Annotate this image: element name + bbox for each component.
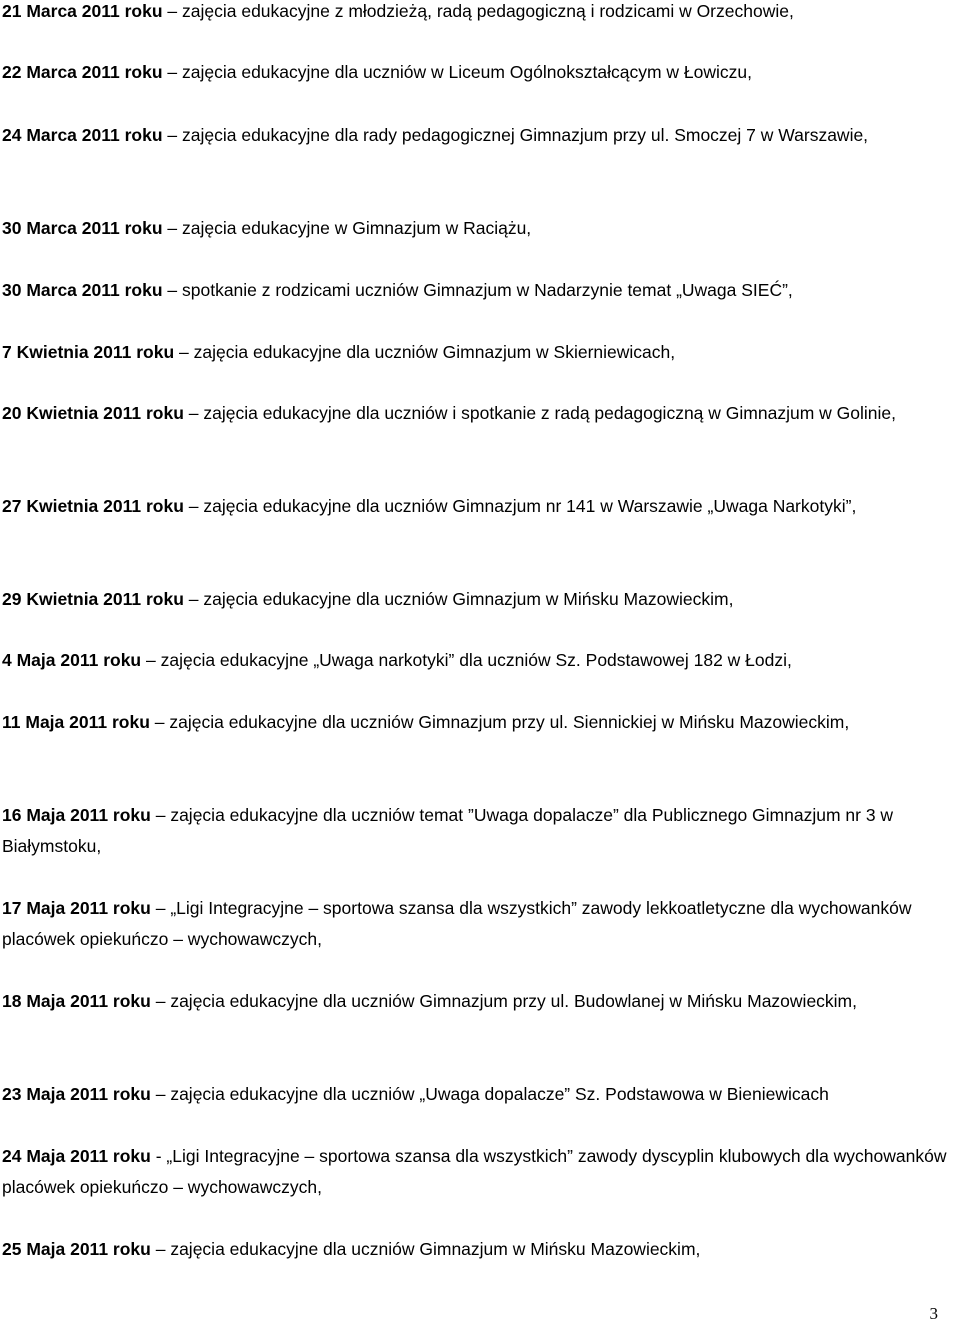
event-separator: – <box>162 218 182 238</box>
event-description: zajęcia edukacyjne dla rady pedagogicznej Gimnazjum przy ul. Smoczej 7 w Warszawie, <box>182 125 869 145</box>
event-description: „Ligi Integracyjne – sportowa szansa dla wszystkich” zawody lekkoatletyczne dla wychowanków placówek opiekuńczo – wychowawczych, <box>2 898 912 949</box>
event-date: 21 Marca 2011 roku <box>2 1 163 21</box>
event-separator: – <box>183 589 204 609</box>
event-description: zajęcia edukacyjne z młodzieżą, radą pedagogiczną i rodzicami w Orzechowie, <box>182 1 794 21</box>
event-separator: – <box>183 496 204 516</box>
event-date: 30 Marca 2011 roku <box>2 280 163 300</box>
event-separator: – <box>162 62 182 82</box>
event-entry-13 <box>2 893 958 955</box>
event-separator: – <box>174 342 194 362</box>
event-description: zajęcia edukacyjne dla uczniów Gimnazjum nr 141 w Warszawie „Uwaga Narkotyki”, <box>203 496 857 516</box>
event-entry-6 <box>2 337 958 368</box>
event-separator: – <box>150 805 171 825</box>
event-description: zajęcia edukacyjne dla uczniów Gimnazjum w Mińsku Mazowieckim, <box>170 1239 701 1259</box>
event-description: zajęcia edukacyjne dla uczniów temat ”Uwaga dopalacze” dla Publicznego Gimnazjum nr 3 w Białymstoku, <box>2 805 894 856</box>
event-date: 30 Marca 2011 roku <box>2 218 163 238</box>
event-entry-7 <box>2 398 958 429</box>
event-date: 29 Kwietnia 2011 roku <box>2 589 184 609</box>
event-description: zajęcia edukacyjne dla uczniów Gimnazjum w Skierniewicach, <box>193 342 676 362</box>
event-description: spotkanie z rodzicami uczniów Gimnazjum w Nadarzynie temat „Uwaga SIEĆ”, <box>182 280 793 300</box>
event-entry-15 <box>2 1079 958 1110</box>
event-entry-9 <box>2 584 958 615</box>
event-description: zajęcia edukacyjne w Gimnazjum w Raciążu, <box>182 218 532 238</box>
event-date: 23 Maja 2011 roku <box>2 1084 151 1104</box>
event-date: 7 Kwietnia 2011 roku <box>2 342 175 362</box>
event-entry-11 <box>2 707 958 738</box>
event-separator: – <box>162 1 182 21</box>
event-separator: – <box>141 650 161 670</box>
event-separator: – <box>150 1084 171 1104</box>
event-date: 27 Kwietnia 2011 roku <box>2 496 184 516</box>
event-description: zajęcia edukacyjne „Uwaga narkotyki” dla uczniów Sz. Podstawowej 182 w Łodzi, <box>160 650 792 670</box>
event-description: „Ligi Integracyjne – sportowa szansa dla wszystkich” zawody dyscyplin klubowych dla wychowanków placówek opiekuńczo – wychowawczych, <box>2 1146 947 1197</box>
event-date: 11 Maja 2011 roku <box>2 712 150 732</box>
event-separator: – <box>183 403 204 423</box>
event-entry-3 <box>2 120 958 151</box>
event-entry-12 <box>2 800 958 862</box>
event-entry-1 <box>2 0 958 27</box>
event-entry-10 <box>2 645 958 676</box>
event-description: zajęcia edukacyjne dla uczniów i spotkanie z radą pedagogiczną w Gimnazjum w Golinie, <box>203 403 896 423</box>
event-entry-8 <box>2 491 958 522</box>
event-entry-2 <box>2 57 958 88</box>
event-separator: – <box>162 280 182 300</box>
event-description: zajęcia edukacyjne dla uczniów „Uwaga dopalacze” Sz. Podstawowa w Bieniewicach <box>170 1084 829 1104</box>
event-date: 22 Marca 2011 roku <box>2 62 163 82</box>
event-date: 18 Maja 2011 roku <box>2 991 151 1011</box>
event-date: 16 Maja 2011 roku <box>2 805 151 825</box>
event-description: zajęcia edukacyjne dla uczniów Gimnazjum przy ul. Budowlanej w Mińsku Mazowieckim, <box>170 991 857 1011</box>
event-entry-17 <box>2 1234 958 1265</box>
event-separator: – <box>162 125 182 145</box>
event-date: 24 Maja 2011 roku <box>2 1146 151 1166</box>
event-date: 17 Maja 2011 roku <box>2 898 151 918</box>
event-separator: – <box>149 712 170 732</box>
event-date: 4 Maja 2011 roku <box>2 650 142 670</box>
event-date: 24 Marca 2011 roku <box>2 125 163 145</box>
event-separator: – <box>150 991 171 1011</box>
event-entry-14 <box>2 986 958 1017</box>
event-entry-5 <box>2 275 958 306</box>
event-date: 25 Maja 2011 roku <box>2 1239 151 1259</box>
event-separator: – <box>150 898 171 918</box>
event-description: zajęcia edukacyjne dla uczniów Gimnazjum przy ul. Siennickiej w Mińsku Mazowieckim, <box>169 712 850 732</box>
event-entry-4 <box>2 213 958 244</box>
event-date: 20 Kwietnia 2011 roku <box>2 403 184 423</box>
event-description: zajęcia edukacyjne dla uczniów w Liceum Ogólnokształcącym w Łowiczu, <box>182 62 752 82</box>
page-number: 3 <box>929 1304 938 1323</box>
event-entry-16 <box>2 1141 958 1203</box>
event-separator: - <box>150 1146 167 1166</box>
event-separator: – <box>150 1239 171 1259</box>
event-description: zajęcia edukacyjne dla uczniów Gimnazjum w Mińsku Mazowieckim, <box>203 589 734 609</box>
